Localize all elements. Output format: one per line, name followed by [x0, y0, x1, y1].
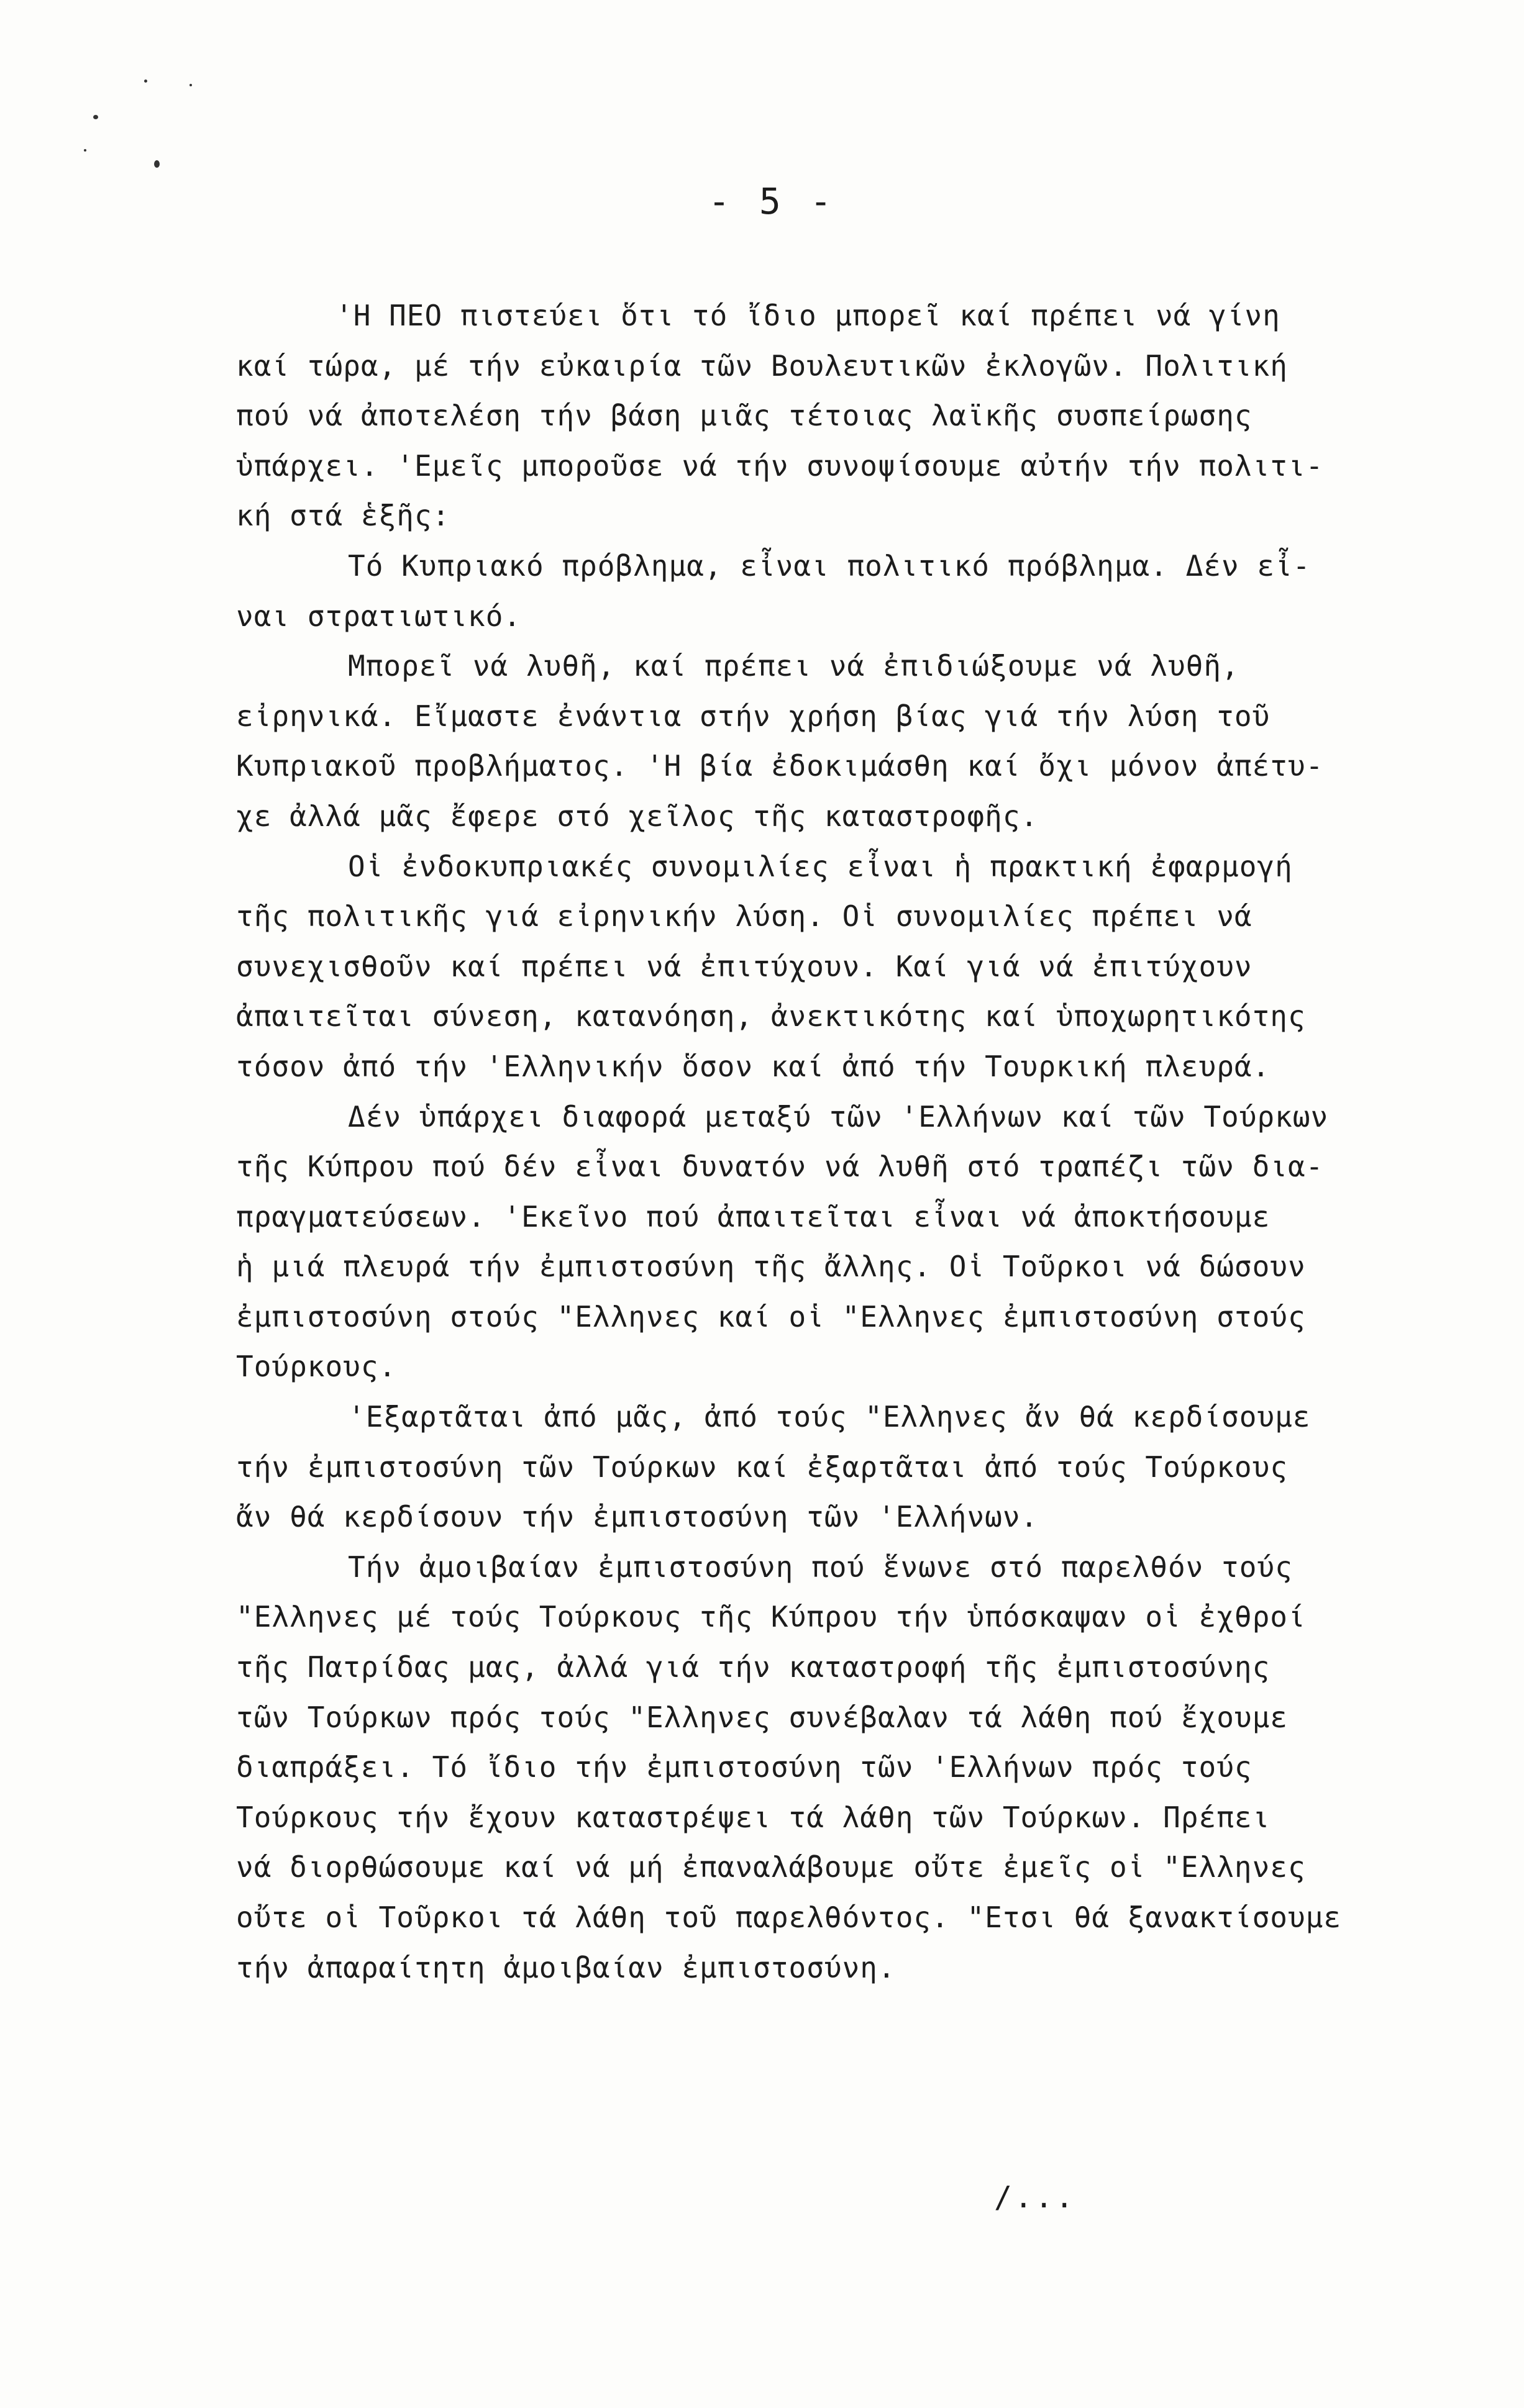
- text-line: ὑπάρχει. 'Εμεῖς μποροῦσε νά τήν συνοψίσουμε αὐτήν τήν πολιτι-: [236, 448, 1324, 483]
- text-line: ἀπαιτεῖται σύνεση, κατανόηση, ἀνεκτικότης καί ὑποχωρητικότης: [236, 999, 1306, 1034]
- text-line: 'Εξαρτᾶται ἀπό μᾶς, ἀπό τούς "Ελληνες ἄν θά κερδίσουμε: [348, 1400, 1311, 1434]
- text-line: ἄν θά κερδίσουν τήν ἐμπιστοσύνη τῶν 'Ελλήνων.: [236, 1500, 1039, 1534]
- text-line: ἡ μιά πλευρά τήν ἐμπιστοσύνη τῆς ἄλλης. Οἱ Τοῦρκοι νά δώσουν: [236, 1250, 1306, 1284]
- text-line: τόσον ἀπό τήν 'Ελληνικήν ὅσον καί ἀπό τήν Τουρκική πλευρά.: [236, 1049, 1271, 1083]
- text-line: Τήν ἀμοιβαίαν ἐμπιστοσύνη πού ἕνωνε στό παρελθόν τούς: [348, 1550, 1293, 1584]
- text-line: Οἱ ἐνδοκυπριακές συνομιλίες εἶναι ἡ πρακτική ἐφαρμογή: [348, 849, 1293, 883]
- text-line: Τούρκους.: [236, 1350, 397, 1384]
- text-line: τῶν Τούρκων πρός τούς "Ελληνες συνέβαλαν τά λάθη πού ἔχουμε: [236, 1700, 1288, 1734]
- text-line: καί τώρα, μέ τήν εὐκαιρία τῶν Βουλευτικῶν ἐκλογῶν. Πολιτική: [236, 348, 1288, 383]
- text-line: χε ἀλλά μᾶς ἔφερε στό χεῖλος τῆς καταστροφῆς.: [236, 799, 1039, 833]
- text-line: οὔτε οἱ Τοῦρκοι τά λάθη τοῦ παρελθόντος. "Ετσι θά ξανακτίσουμε: [236, 1901, 1342, 1934]
- scan-speck: [189, 84, 192, 86]
- text-line: ἐμπιστοσύνη στούς "Ελληνες καί οἱ "Ελληνες ἐμπιστοσύνη στούς: [236, 1299, 1306, 1333]
- document-body: [236, 291, 1398, 1992]
- page-number: - 5 -: [708, 180, 836, 222]
- text-line: τῆς Πατρίδας μας, ἀλλά γιά τήν καταστροφή τῆς ἐμπιστοσύνης: [236, 1650, 1271, 1684]
- text-line: "Ελληνες μέ τούς Τούρκους τῆς Κύπρου τήν ὑπόσκαψαν οἱ ἐχθροί: [236, 1600, 1306, 1634]
- text-line: Τούρκους τήν ἔχουν καταστρέψει τά λάθη τῶν Τούρκων. Πρέπει: [236, 1800, 1271, 1834]
- scan-speck: [93, 115, 98, 119]
- text-line: Τό Κυπριακό πρόβλημα, εἶναι πολιτικό πρόβλημα. Δέν εἶ-: [348, 548, 1311, 583]
- scan-speck: [144, 80, 147, 83]
- text-line: Δέν ὑπάρχει διαφορά μεταξύ τῶν 'Ελλήνων καί τῶν Τούρκων: [348, 1099, 1329, 1134]
- text-line: τήν ἀπαραίτητη ἀμοιβαίαν ἐμπιστοσύνη.: [236, 1950, 896, 1984]
- text-line: τήν ἐμπιστοσύνη τῶν Τούρκων καί ἐξαρτᾶται ἀπό τούς Τούρκους: [236, 1450, 1288, 1484]
- text-line: Μπορεῖ νά λυθῆ, καί πρέπει νά ἐπιδιώξουμε νά λυθῆ,: [348, 649, 1239, 683]
- scan-speck: [84, 149, 86, 152]
- scan-speck: [154, 160, 160, 168]
- text-line: συνεχισθοῦν καί πρέπει νά ἐπιτύχουν. Καί γιά νά ἐπιτύχουν: [236, 949, 1253, 983]
- continuation-marker: /...: [994, 2180, 1076, 2215]
- text-line: ναι στρατιωτικό.: [236, 599, 522, 633]
- text-line: 'Η ΠΕΟ πιστεύει ὅτι τό ἴδιο μπορεῖ καί πρέπει νά γίνη: [335, 299, 1280, 332]
- text-line: τῆς Κύπρου πού δέν εἶναι δυνατόν νά λυθῆ στό τραπέζι τῶν δια-: [236, 1150, 1324, 1184]
- text-line: Κυπριακοῦ προβλήματος. 'Η βία ἐδοκιμάσθη καί ὄχι μόνον ἀπέτυ-: [236, 749, 1324, 783]
- text-line: κή στά ἑξῆς:: [236, 499, 450, 533]
- text-line: νά διορθώσουμε καί νά μή ἐπαναλάβουμε οὔτε ἐμεῖς οἱ "Ελληνες: [236, 1850, 1306, 1884]
- text-line: εἰρηνικά. Εἴμαστε ἐνάντια στήν χρήση βίας γιά τήν λύση τοῦ: [236, 699, 1271, 733]
- text-line: τῆς πολιτικῆς γιά εἰρηνικήν λύση. Οἱ συνομιλίες πρέπει νά: [236, 899, 1253, 934]
- text-line: πού νά ἀποτελέση τήν βάση μιᾶς τέτοιας λαϊκῆς συσπείρωσης: [236, 399, 1253, 433]
- text-line: διαπράξει. Τό ἴδιο τήν ἐμπιστοσύνη τῶν 'Ελλήνων πρός τούς: [236, 1750, 1253, 1784]
- text-line: πραγματεύσεων. 'Εκεῖνο πού ἀπαιτεῖται εἶναι νά ἀποκτήσουμε: [236, 1199, 1271, 1234]
